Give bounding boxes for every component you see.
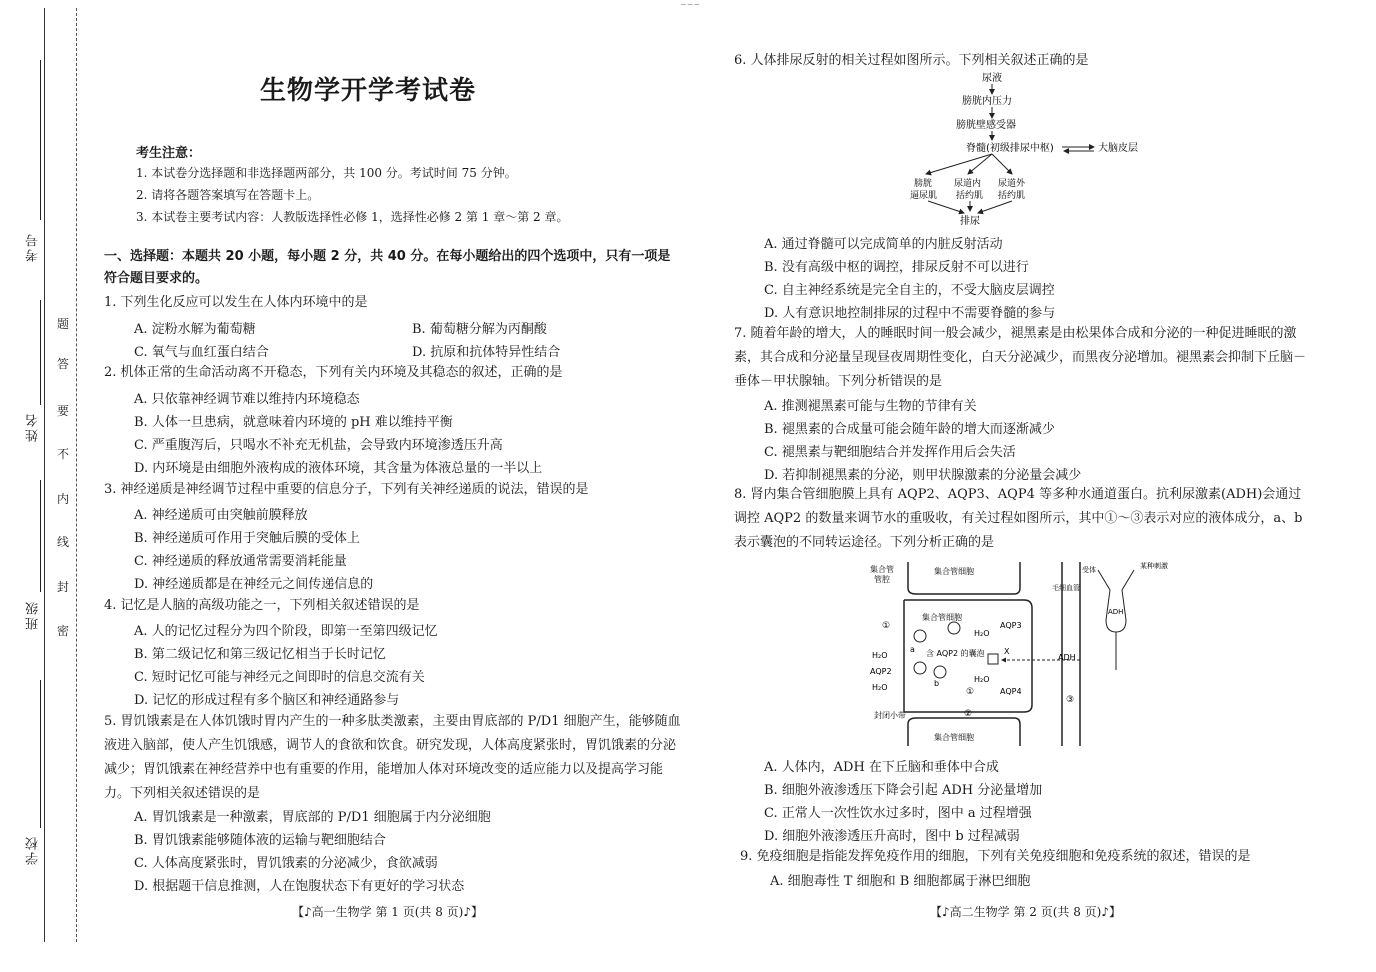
q6-option-c: C. 自主神经系统是完全自主的，不受大脑皮层调控 [764,283,1055,298]
section-heading: 一、选择题：本题共 20 小题，每小题 2 分，共 40 分。在每小题给出的四个选项中，只有一项是符合题目要求的。 [104,249,671,286]
xingming-blank [40,300,41,405]
margin-dashed-line [76,8,77,942]
q7-option-c: C. 褪黑素与靶细胞结合并发挥作用后会失活 [764,445,1016,460]
q1-option-b: B. 葡萄糖分解为丙酮酸 [412,322,547,337]
q2-option-d: D. 内环境是由细胞外液构成的液体环境，其含量为体液总量的一半以上 [134,461,543,476]
flow-node-outer-sphincter: 尿道外 [998,179,1026,189]
seal-char: 要 [57,404,70,418]
q6-option-b: B. 没有高级中枢的调控，排尿反射不可以进行 [764,260,1029,275]
flow-node-receptor: 膀胱壁感受器 [956,120,1016,131]
q5-option-a: A. 胃饥饿素是一种激素，胃底部的 P/D1 细胞属于内分泌细胞 [134,810,491,825]
label-xuexiao: 学校 [26,835,41,865]
flow-node-urination: 排尿 [960,216,980,227]
q5-stem: 5. 胃饥饿素是在人体饥饿时胃内产生的一种多肽类激素，主要由胃底部的 P/D1 细胞产生，能够随血液进入脑部，使人产生饥饿感，调节人的食欲和饮食。研究发现，人体高度紧张时，胃饥饿素的分泌减少；胃饥饿素在神经营养中也有重要的作用，能增加人体对环境改变的适应能力以及提高学习能力。下列相关叙述错误的是 [104,714,681,801]
page-footer-right: 【♪高二生物学 第 2 页(共 8 页)♪】 [930,905,1122,919]
q4-stem: 4. 记忆是人脑的高级功能之一，下列相关叙述错误的是 [104,598,420,613]
urination-reflex-diagram [884,70,1184,230]
kaohao-blank [40,60,41,220]
flow-node-outer-sphincter-b: 括约肌 [998,191,1026,201]
label-duct-cell-top: 集合管细胞 [934,567,974,576]
label-aqp4: AQP4 [1000,687,1022,696]
q6-option-a: A. 通过脊髓可以完成简单的内脏反射活动 [764,237,1003,252]
label-h2o-right-b: H₂O [974,675,990,684]
q8-option-c: C. 正常人一次性饮水过多时，图中 a 过程增强 [764,806,1032,821]
q3-option-b: B. 神经递质可作用于突触后膜的受体上 [134,531,360,546]
seal-char: 内 [57,492,70,506]
margin-line [44,8,45,942]
q4-option-a: A. 人的记忆过程分为四个阶段，即第一至第四级记忆 [134,624,438,639]
page-footer-left: 【♪高一生物学 第 1 页(共 8 页)♪】 [292,905,484,919]
q7-option-b: B. 褪黑素的合成量可能会随年龄的增大而逐渐减少 [764,422,1055,437]
q8-option-a: A. 人体内，ADH 在下丘脑和垂体中合成 [764,760,999,775]
seal-char: 题 [57,317,70,331]
label-duct-cell-mid: 集合管细胞 [922,613,962,622]
label-tight-junction: 封闭小带 [874,711,906,720]
scan-mark: ~~~ [680,0,701,9]
label-compartment-3: ③ [1066,695,1075,705]
label-path-b: b [934,679,940,688]
q2-option-c: C. 严重腹泻后，只喝水不补充无机盐，会导致内环境渗透压升高 [134,438,503,453]
label-gland: ADH [1108,608,1124,616]
q3-option-c: C. 神经递质的释放通常需要消耗能量 [134,554,347,569]
xuexiao-blank [40,680,41,828]
q2-option-b: B. 人体一旦患病，就意味着内环境的 pH 难以维持平衡 [134,415,453,430]
flow-node-urine: 尿液 [982,73,1002,84]
q7-option-d: D. 若抑制褪黑素的分泌，则甲状腺激素的分泌量会减少 [764,468,1082,483]
q8-option-b: B. 细胞外液渗透压下降会引起 ADH 分泌量增加 [764,783,1043,798]
label-stimulus: 某种刺激 [1140,562,1168,570]
label-aqp2: AQP2 [870,667,892,676]
label-h2o-left-b: H₂O [872,683,888,692]
label-receptor: 受体 [1082,566,1096,574]
q1-option-d: D. 抗原和抗体特异性结合 [412,345,561,360]
q8-option-d: D. 细胞外液渗透压升高时，图中 b 过程减弱 [764,829,1020,844]
flow-node-detrusor: 膀胱 [914,179,933,189]
q7-stem: 7. 随着年龄的增大，人的睡眠时间一般会减少，褪黑素是由松果体合成和分泌的一种促进睡眠的激素，其合成和分泌量呈现昼夜周期性变化，白天分泌减少，而黑夜分泌增加。褪黑素会抑制下丘脑－垂体－甲状腺轴。下列分析错误的是 [734,326,1307,389]
label-duct-cell-bottom: 集合管细胞 [934,733,974,742]
q3-option-a: A. 神经递质可由突触前膜释放 [134,508,308,523]
label-lumen: 管腔 [874,575,890,584]
label-vesicle: 含 AQP2 的囊泡 [926,649,985,658]
q5-option-d: D. 根据题干信息推测，人在饱腹状态下有更好的学习状态 [134,879,465,894]
q1-stem: 1. 下列生化反应可以发生在人体内环境中的是 [104,295,368,310]
q3-stem: 3. 神经递质是神经调节过程中重要的信息分子，下列有关神经递质的说法，错误的是 [104,482,589,497]
q9-stem: 9. 免疫细胞是指能发挥免疫作用的细胞，下列有关免疫细胞和免疫系统的叙述，错误的是 [740,849,1251,864]
q6-option-d: D. 人有意识地控制排尿的过程中不需要脊髓的参与 [764,306,1056,321]
flow-node-detrusor-b: 逼尿肌 [910,191,938,201]
seal-char: 密 [57,624,70,638]
q7-option-a: A. 推测褪黑素可能与生物的节律有关 [764,399,977,414]
label-duct-lumen: 集合管 [870,565,894,574]
q5-option-b: B. 胃饥饿素能够随体液的运输与靶细胞结合 [134,833,386,848]
flow-node-cortex: 大脑皮层 [1098,143,1138,154]
seal-char: 线 [57,535,70,549]
q2-stem: 2. 机体正常的生命活动离不开稳态，下列有关内环境及其稳态的叙述，正确的是 [104,365,563,380]
q4-option-b: B. 第二级记忆和第三级记忆相当于长时记忆 [134,647,386,662]
label-x: X [1004,647,1010,656]
label-h2o-left: H₂O [872,651,888,660]
q3-option-d: D. 神经递质都是在神经元之间传递信息的 [134,577,374,592]
q4-option-c: C. 短时记忆可能与神经元之间即时的信息交流有关 [134,670,425,685]
seal-char: 不 [57,447,70,461]
label-path-a: a [910,645,915,654]
label-kaohao: 考号 [26,232,41,262]
label-banji: 班级 [26,600,41,630]
binding-margin [0,0,92,972]
q2-option-a: A. 只依靠神经调节难以维持内环境稳态 [134,392,360,407]
notice-title: 考生注意： [136,146,202,161]
flow-node-inner-sphincter-b: 括约肌 [956,191,984,201]
q1-option-c: C. 氧气与血红蛋白结合 [134,345,269,360]
label-adh: ADH [1058,653,1076,662]
q9-option-a: A. 细胞毒性 T 细胞和 B 细胞都属于淋巴细胞 [770,874,1031,889]
seal-char: 答 [57,357,70,371]
label-aqp3: AQP3 [1000,621,1022,630]
seal-char: 封 [57,580,70,594]
q1-option-a: A. 淀粉水解为葡萄糖 [134,322,256,337]
flow-node-inner-sphincter: 尿道内 [954,179,982,189]
notice-item: 1. 本试卷分选择题和非选择题两部分，共 100 分。考试时间 75 分钟。 [136,166,517,180]
q8-stem: 8. 肾内集合管细胞膜上具有 AQP2、AQP3、AQP4 等多种水通道蛋白。抗利尿激素(ADH)会通过调控 AQP2 的数量来调节水的重吸收，有关过程如图所示，其中①～③表示对应的液体成分，a、b 表示囊泡的不同转运途径。下列分析正确的是 [734,487,1303,550]
q6-stem: 6. 人体排尿反射的相关过程如图所示。下列相关叙述正确的是 [734,53,1089,68]
label-compartment-2: ② [964,709,973,719]
label-h2o-right: H₂O [974,629,990,638]
label-compartment-1b: ① [966,687,975,697]
collecting-duct-diagram [854,560,1184,750]
notice-item: 3. 本试卷主要考试内容：人教版选择性必修 1，选择性必修 2 第 1 章～第 2 章。 [136,210,569,224]
label-xingming: 姓名 [26,412,41,442]
label-compartment-1: ① [882,621,891,631]
banji-blank [40,480,41,592]
notice-item: 2. 请将各题答案填写在答题卡上。 [136,188,320,202]
page-title: 生物学开学考试卷 [260,76,477,106]
label-capillary: 毛细血管 [1052,584,1080,592]
q5-option-c: C. 人体高度紧张时，胃饥饿素的分泌减少，食欲减弱 [134,856,438,871]
q4-option-d: D. 记忆的形成过程有多个脑区和神经通路参与 [134,693,400,708]
flow-node-spinal: 脊髓(初级排尿中枢) [966,143,1054,154]
flow-node-bladder-pressure: 膀胱内压力 [962,96,1012,107]
